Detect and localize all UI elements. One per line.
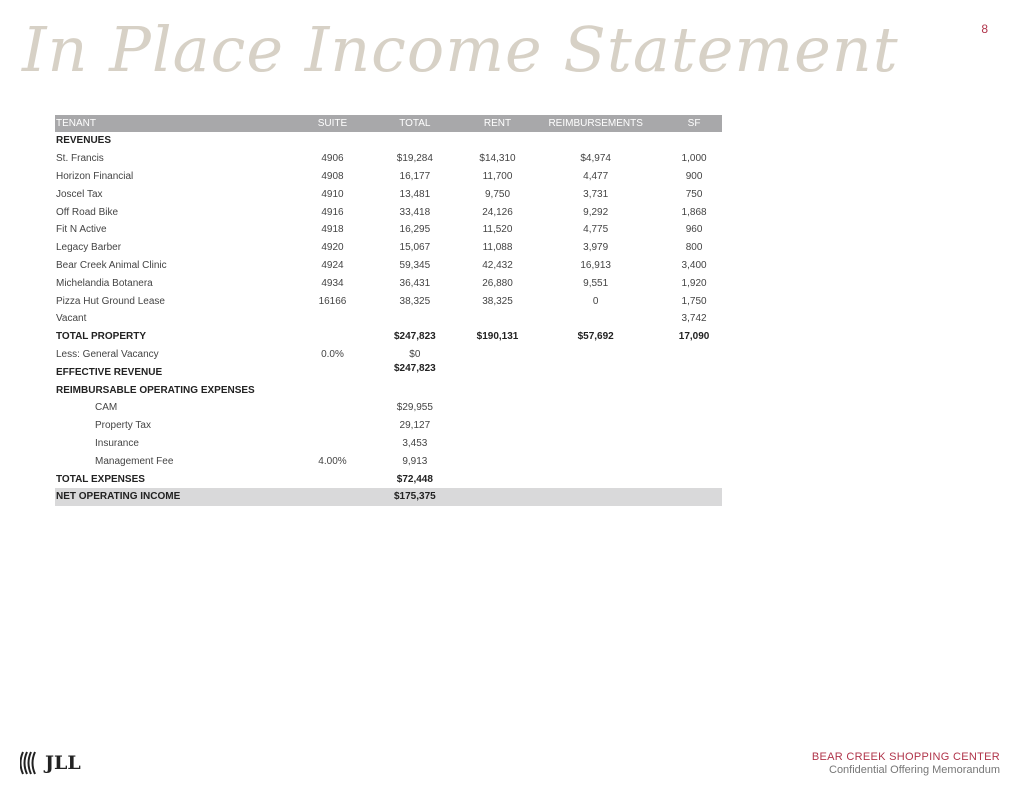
total-property-row xyxy=(55,328,722,346)
effective-revenue-row xyxy=(55,363,722,381)
tenant-rent: 11,088 xyxy=(482,242,513,254)
table-row xyxy=(55,185,722,203)
tenant-rent: 11,700 xyxy=(482,170,513,182)
table-row xyxy=(55,292,722,310)
total-property-suite xyxy=(305,328,360,346)
tenant-sf: 1,750 xyxy=(681,295,707,307)
tenant-suite: 4916 xyxy=(321,206,344,218)
table-row xyxy=(55,221,722,239)
tenant-rent xyxy=(470,310,525,328)
tenant-total: 59,345 xyxy=(399,259,431,271)
tenant-reimbursements: $4,974 xyxy=(580,153,611,165)
tenant-name: Michelandia Botanera xyxy=(56,277,153,289)
tenant-suite: 4910 xyxy=(321,188,344,200)
tenant-reimbursements: 3,731 xyxy=(583,188,609,200)
tenant-reimbursements: 4,477 xyxy=(583,170,609,182)
tenant-total: 33,418 xyxy=(399,206,431,218)
tenant-total: 16,177 xyxy=(399,170,431,182)
table-row xyxy=(55,452,722,470)
total-property-total: $247,823 xyxy=(393,331,436,343)
expense-rate: 4.00% xyxy=(318,455,347,467)
tenant-rent: $14,310 xyxy=(479,153,516,165)
expense-total: $29,955 xyxy=(396,402,433,414)
table-row xyxy=(55,150,722,168)
column-header-tenant: TENANT xyxy=(55,115,305,132)
expense-total: 3,453 xyxy=(402,437,428,449)
tenant-sf: 800 xyxy=(685,242,703,254)
income-statement-table xyxy=(55,115,722,506)
revenues-section-row xyxy=(55,132,722,150)
page-title: In Place Income Statement xyxy=(22,13,899,86)
column-header-total: TOTAL xyxy=(360,115,470,132)
column-header-suite: SUITE xyxy=(305,115,360,132)
expense-total: 29,127 xyxy=(399,420,431,432)
table-row xyxy=(55,310,722,328)
tenant-rent: 26,880 xyxy=(482,277,513,289)
total-property-label: TOTAL PROPERTY xyxy=(56,331,147,343)
tenant-name: Off Road Bike xyxy=(56,206,119,218)
total-property-rent: $190,131 xyxy=(476,331,519,343)
tenant-sf: 750 xyxy=(685,188,703,200)
table-row xyxy=(55,399,722,417)
general-vacancy-total: $0 xyxy=(409,348,421,360)
footer-document-type: Confidential Offering Memorandum xyxy=(829,764,1000,776)
expense-name: Management Fee xyxy=(95,455,174,467)
tenant-rent: 9,750 xyxy=(484,188,511,200)
tenant-suite: 4906 xyxy=(321,153,344,165)
tenant-total xyxy=(360,310,470,328)
total-expenses-row xyxy=(55,470,722,488)
tenant-total: 15,067 xyxy=(399,242,431,254)
noi-total: $175,375 xyxy=(360,488,470,506)
tenant-rows xyxy=(55,150,722,328)
column-header-rent: RENT xyxy=(470,115,525,132)
tenant-reimbursements: 3,979 xyxy=(583,242,609,254)
table-row xyxy=(55,203,722,221)
tenant-name: Vacant xyxy=(56,313,87,325)
noi-label: NET OPERATING INCOME xyxy=(55,488,305,506)
table-row xyxy=(55,435,722,453)
jll-logo xyxy=(20,750,81,776)
expense-rows xyxy=(55,399,722,470)
expense-name: Insurance xyxy=(95,437,139,449)
page-number: 8 xyxy=(981,22,988,36)
expense-rate xyxy=(305,399,360,417)
tenant-total: 13,481 xyxy=(399,188,431,200)
tenant-reimbursements: 4,775 xyxy=(583,224,609,236)
tenant-total: $19,284 xyxy=(396,153,433,165)
expense-total: 9,913 xyxy=(402,455,428,467)
total-expenses-total: $72,448 xyxy=(396,473,433,485)
effective-revenue-total: $247,823 xyxy=(393,363,436,375)
tenant-name: Pizza Hut Ground Lease xyxy=(56,295,165,307)
table-header-row xyxy=(55,115,722,132)
tenant-sf: 900 xyxy=(685,170,703,182)
tenant-sf: 1,000 xyxy=(681,153,707,165)
expense-name: CAM xyxy=(95,402,118,414)
tenant-suite: 4918 xyxy=(321,224,344,236)
table-row xyxy=(55,417,722,435)
tenant-name: Legacy Barber xyxy=(56,242,122,254)
general-vacancy-rate: 0.0% xyxy=(321,348,344,360)
tenant-total: 38,325 xyxy=(399,295,431,307)
table-row xyxy=(55,257,722,275)
net-operating-income-row xyxy=(55,488,722,506)
total-property-reimbursements: $57,692 xyxy=(577,331,614,343)
tenant-sf: 1,920 xyxy=(681,277,707,289)
table-row xyxy=(55,274,722,292)
effective-revenue-label: EFFECTIVE REVENUE xyxy=(56,366,163,378)
revenues-label: REVENUES xyxy=(56,135,112,147)
tenant-suite: 4934 xyxy=(321,277,344,289)
expense-name: Property Tax xyxy=(95,420,151,432)
tenant-suite: 16166 xyxy=(318,295,347,307)
general-vacancy-row xyxy=(55,346,722,364)
tenant-reimbursements: 0 xyxy=(592,295,599,307)
tenant-name: Fit N Active xyxy=(56,224,107,236)
tenant-reimbursements: 9,292 xyxy=(583,206,609,218)
total-property-sf: 17,090 xyxy=(678,331,710,343)
tenant-total: 16,295 xyxy=(399,224,431,236)
tenant-rent: 24,126 xyxy=(482,206,513,218)
footer-property-name: BEAR CREEK SHOPPING CENTER xyxy=(811,751,1000,763)
expense-rate xyxy=(305,435,360,453)
tenant-suite xyxy=(305,310,360,328)
tenant-reimbursements xyxy=(525,310,666,328)
footer-property-info xyxy=(812,751,1000,777)
tenant-total: 36,431 xyxy=(399,277,431,289)
tenant-reimbursements: 9,551 xyxy=(583,277,609,289)
tenant-rent: 42,432 xyxy=(482,259,513,271)
tenant-reimbursements: 16,913 xyxy=(580,259,611,271)
column-header-sf: SF xyxy=(666,115,722,132)
tenant-rent: 11,520 xyxy=(482,224,513,236)
tenant-suite: 4920 xyxy=(321,242,344,254)
tenant-name: Horizon Financial xyxy=(56,170,134,182)
table-row xyxy=(55,168,722,186)
total-expenses-label: TOTAL EXPENSES xyxy=(56,473,145,485)
column-header-reimbursements: REIMBURSEMENTS xyxy=(525,115,666,132)
tenant-name: St. Francis xyxy=(56,153,104,165)
expenses-section-row xyxy=(55,381,722,399)
jll-logo-text: JLL xyxy=(45,752,81,774)
tenant-sf: 960 xyxy=(685,224,703,236)
expense-rate xyxy=(305,417,360,435)
tenant-sf: 3,742 xyxy=(681,313,707,325)
general-vacancy-label: Less: General Vacancy xyxy=(56,348,159,360)
tenant-name: Bear Creek Animal Clinic xyxy=(56,259,167,271)
tenant-sf: 1,868 xyxy=(681,206,707,218)
expenses-label: REIMBURSABLE OPERATING EXPENSES xyxy=(56,384,255,396)
tenant-rent: 38,325 xyxy=(482,295,513,307)
tenant-suite: 4908 xyxy=(321,170,344,182)
tenant-sf: 3,400 xyxy=(681,259,707,271)
jll-logo-icon xyxy=(20,750,42,776)
tenant-name: Joscel Tax xyxy=(56,188,103,200)
tenant-suite: 4924 xyxy=(321,259,344,271)
table-row xyxy=(55,239,722,257)
